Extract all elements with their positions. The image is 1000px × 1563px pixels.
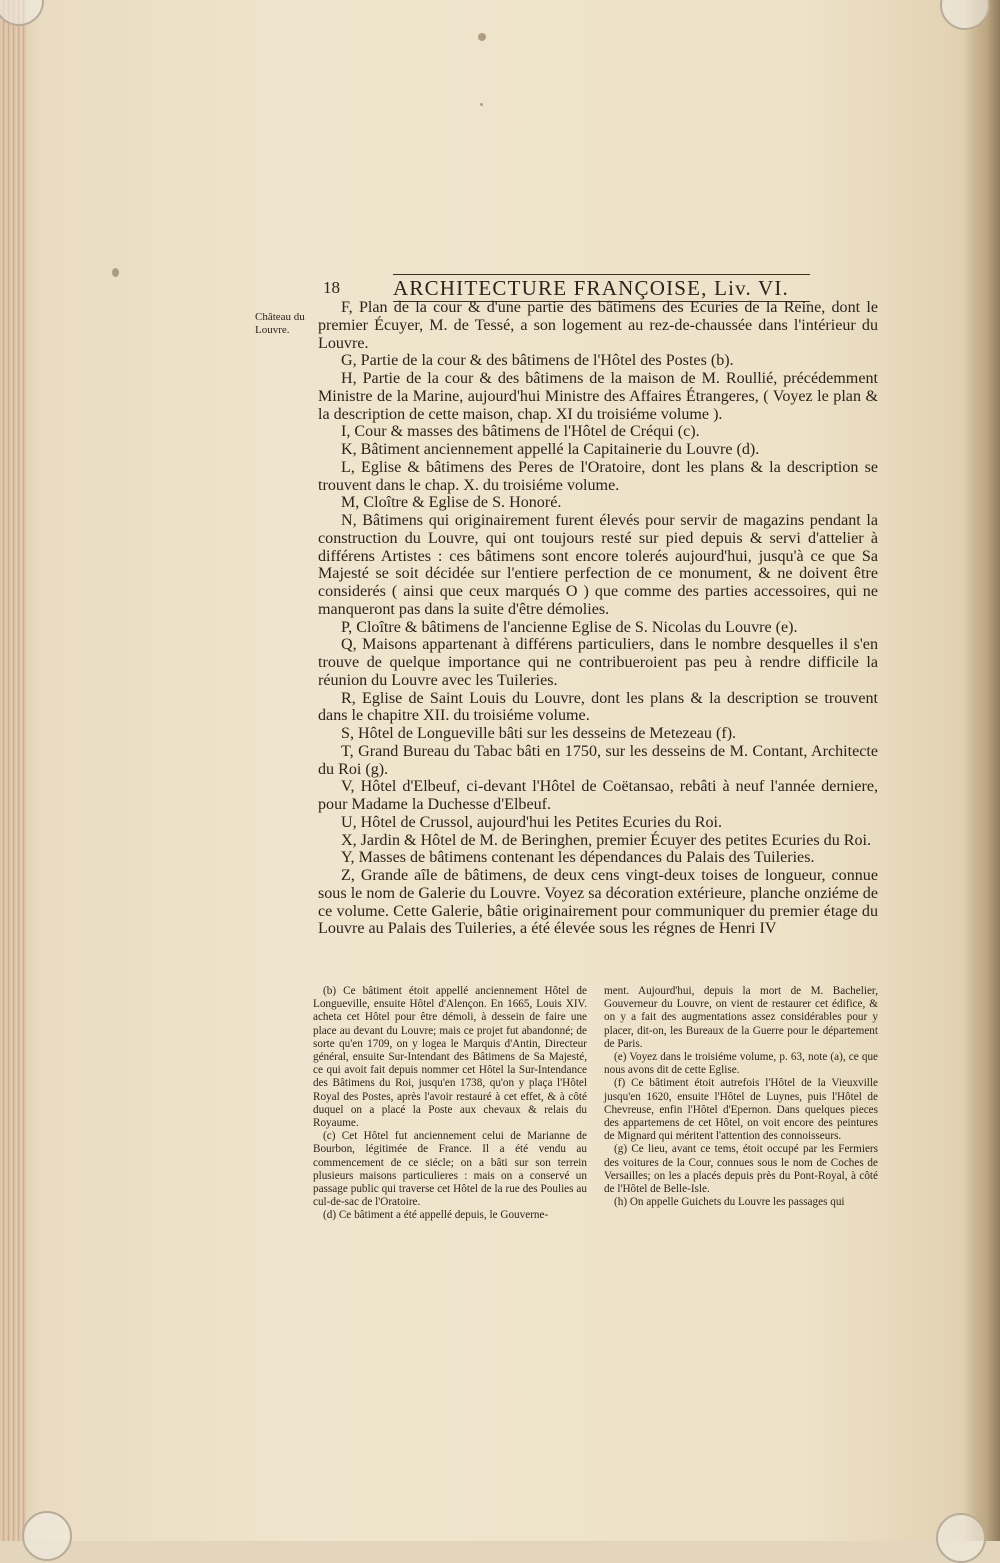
footnote: (b) Ce bâtiment étoit appellé anciennement Hôtel de Longueville, ensuite Hôtel d'Alençon. En 1665, Louis XIV. acheta cet Hôtel pour être démoli, à dessein de faire une place au devant du Louvre; mais ce projet fut abandonné; de sorte qu'en 1709, on y logea le Marquis d'Antin, Directeur général, ensuite Sur-Intendant des Bâtimens de Sa Majesté, ce qui avoit fait depuis nommer cet Hôtel la Sur-Intendance des Bâtimens du Roi, jusqu'en 1738, qu'on y plaça l'Hôtel Royal des Postes, après l'avoir restauré à cet effet, & à côté duquel on a placé la Poste aux chevaux & relais du Royaume.: [313, 985, 587, 1130]
entry-paragraph: R, Eglise de Saint Louis du Louvre, dont les plans & la description se trouvent dans le chapitre XII. du troisiéme volume.: [318, 689, 878, 725]
footnote: (d) Ce bâtiment a été appellé depuis, le Gouverne-: [323, 1209, 549, 1222]
entry-paragraph: P, Cloître & bâtimens de l'ancienne Eglise de S. Nicolas du Louvre (e).: [341, 618, 798, 636]
page-clip: [22, 1511, 72, 1561]
entry-paragraph: F, Plan de la cour & d'une partie des bâtimens des Ecuries de la Reine, dont le premier Écuyer, M. de Tessé, a son logement au rez-de-chaussée dans l'intérieur du Louvre.: [318, 299, 878, 352]
entry-paragraph: V, Hôtel d'Elbeuf, ci-devant l'Hôtel de Coëtansao, rebâti à neuf l'année derniere, pour Madame la Duchesse d'Elbeuf.: [318, 778, 878, 813]
entry-paragraph: H, Partie de la cour & des bâtimens de la maison de M. Roullié, précédemment Ministre de la Marine, aujourd'hui Ministre des Affaires Étrangeres, ( Voyez le plan & la description de cette maison, chap. XI du troisiéme volume ).: [318, 370, 878, 423]
page-clip: [936, 1513, 986, 1563]
entry-paragraph: I, Cour & masses des bâtimens de l'Hôtel de Créqui (c).: [341, 423, 700, 441]
footnote: ment. Aujourd'hui, depuis la mort de M. Bachelier, Gouverneur du Louvre, on vient de restaurer cet édifice, & on y a fait des augmentations assez considérables pour y placer, dit-on, les Bureaux de la Guerre pour le département de Paris.: [604, 985, 878, 1050]
page-number: 18: [323, 278, 340, 297]
footnote: (c) Cet Hôtel fut anciennement celui de Marianne de Bourbon, légitimée de France. Il a été vendu au commencement de ce siécle; on a bâti sur son terrein plusieurs maisons particulieres : mais on a conservé un passage public qui traverse cet Hôtel de la rue des Poulies au cul-de-sac de l'Oratoire.: [313, 1130, 587, 1209]
footnote: (e) Voyez dans le troisiéme volume, p. 63, note (a), ce que nous avons dit de cette Eglise.: [604, 1051, 878, 1077]
footnote: (h) On appelle Guichets du Louvre les passages qui: [614, 1196, 845, 1209]
entry-paragraph: Y, Masses de bâtimens contenant les dépendances du Palais des Tuileries.: [341, 849, 815, 867]
body-text: [318, 299, 878, 938]
entry-paragraph: S, Hôtel de Longueville bâti sur les desseins de Metezeau (f).: [341, 725, 737, 742]
footnotes-left-column: [313, 985, 587, 1223]
foxing-spot: [478, 33, 486, 41]
footnotes-right-column: [604, 985, 878, 1209]
foxing-spot: [480, 103, 483, 106]
entry-paragraph: T, Grand Bureau du Tabac bâti en 1750, sur les desseins de M. Contant, Architecte du Roi (g).: [318, 742, 878, 778]
entry-paragraph: Z, Grande aîle de bâtimens, de deux cens vingt-deux toises de longueur, connue sous le nom de Galerie du Louvre. Voyez sa décoration extérieure, planche onziéme de ce volume. Cette Galerie, bâtie originairement pour communiquer du premier étage du Louvre au Palais des Tuileries, a été élevée sous les régnes de Henri IV: [318, 867, 878, 938]
running-title: ARCHITECTURE FRANÇOISE, Liv. VI.: [393, 276, 789, 300]
footnote: (f) Ce bâtiment étoit autrefois l'Hôtel de la Vieuxville jusqu'en 1620, ensuite l'Hôtel de Luynes, puis l'Hôtel de Chevreuse, enfin l'Hôtel d'Epernon. Dans quelques pieces des appartemens de cet Hôtel, on voit encore des peintures de Mignard qui méritent l'attention des connoisseurs.: [604, 1077, 878, 1143]
entry-paragraph: M, Cloître & Eglise de S. Honoré.: [341, 494, 562, 512]
binding-shadow: [964, 0, 1000, 1541]
entry-paragraph: L, Eglise & bâtimens des Peres de l'Oratoire, dont les plans & la description se trouvent dans le chap. X. du troisiéme volume.: [318, 458, 878, 494]
entry-paragraph: X, Jardin & Hôtel de M. de Beringhen, premier Écuyer des petites Ecuries du Roi.: [341, 831, 872, 849]
foxing-spot: [112, 268, 119, 277]
entry-paragraph: G, Partie de la cour & des bâtimens de l'Hôtel des Postes (b).: [341, 352, 734, 370]
entry-paragraph: U, Hôtel de Crussol, aujourd'hui les Petites Ecuries du Roi.: [341, 813, 723, 831]
page-edges: [0, 0, 26, 1541]
margin-note: Château du Louvre.: [255, 311, 305, 336]
entry-paragraph: Q, Maisons appartenant à différens particuliers, dans le nombre desquelles il s'en trouve de quelque importance qui ne contribueroient pas peu à rendre difficile la réunion du Louvre avec les Tuileries.: [318, 636, 878, 689]
entry-paragraph: N, Bâtimens qui originairement furent élevés pour servir de magazins pendant la construction du Louvre, qui ont toujours resté sur pied depuis & servi d'attelier à différens Artistes : ces bâtimens sont encore tolerés aujourd'hui, jusqu'à ce que Sa Majesté se soit décidée sur l'entiere perfection de ce monument, & ne doivent être considerés ( ainsi que ceux marqués O ) que comme des parties accessoires, qui ne manqueront pas dans la suite d'être démolies.: [318, 512, 878, 618]
entry-paragraph: K, Bâtiment anciennement appellé la Capitainerie du Louvre (d).: [341, 441, 760, 458]
header-rule-top: [393, 274, 810, 275]
footnote: (g) Ce lieu, avant ce tems, étoit occupé par les Fermiers des voitures de la Cour, connues sous le nom de Coches de Versailles; on les a placés depuis près du Pont-Royal, à côté de l'Hôtel de Belle-Isle.: [604, 1143, 878, 1196]
